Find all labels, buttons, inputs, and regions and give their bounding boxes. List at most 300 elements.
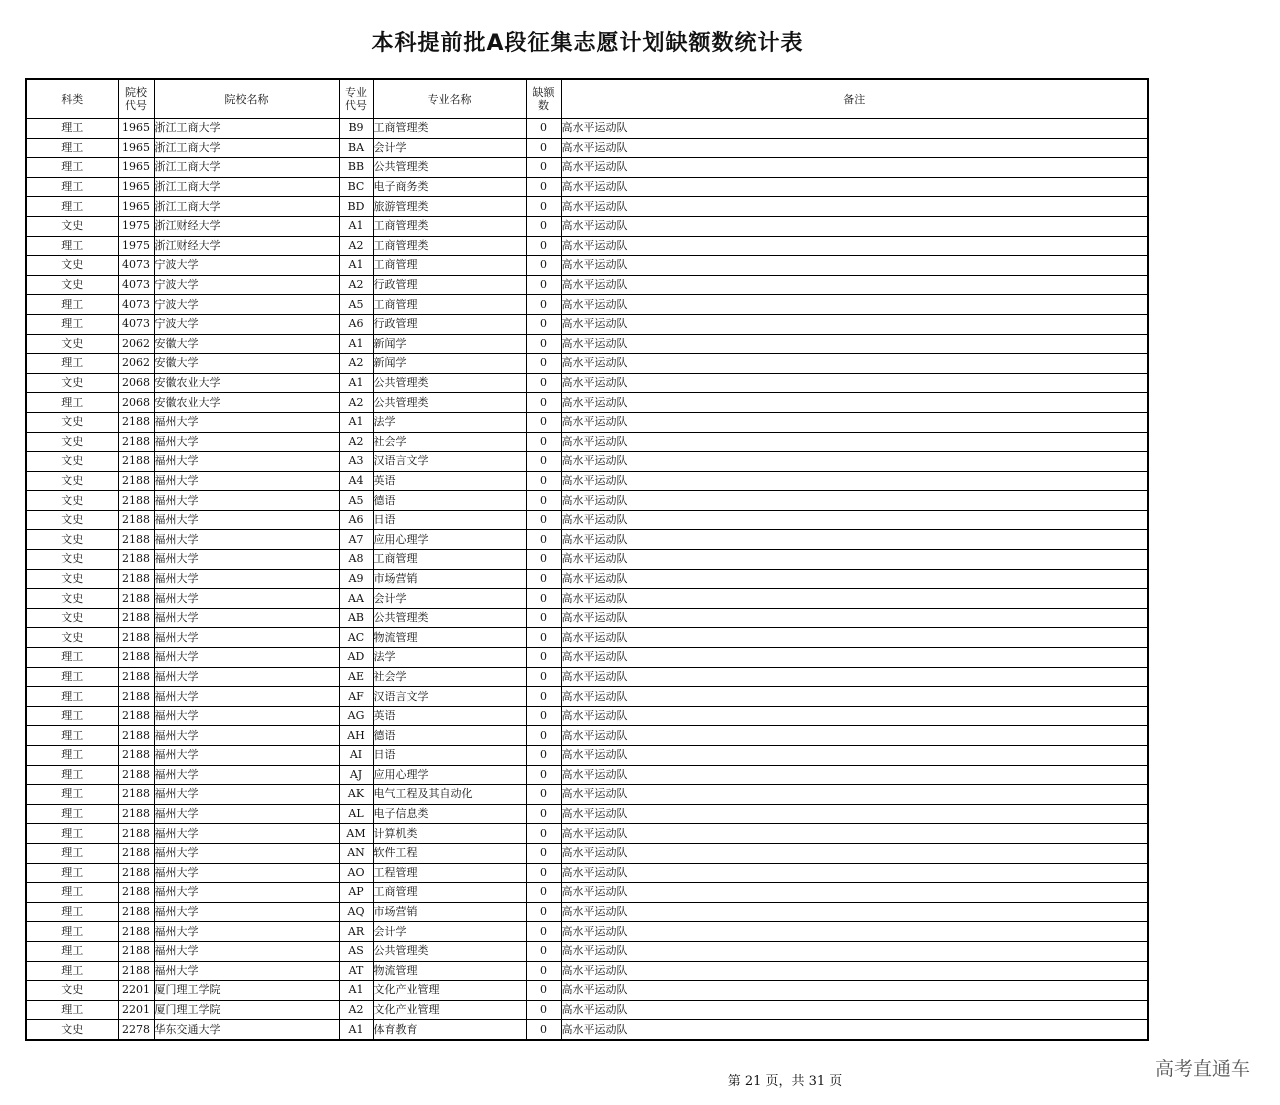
cell-remark: 高水平运动队 [561, 608, 1148, 628]
cell-remark: 高水平运动队 [561, 216, 1148, 236]
cell-major-code: A1 [339, 373, 373, 393]
cell-major-code: A4 [339, 471, 373, 491]
cell-category: 文史 [26, 373, 118, 393]
table-row [26, 119, 1148, 139]
shortage-table [25, 78, 1149, 1041]
cell-remark: 高水平运动队 [561, 471, 1148, 491]
table-row [26, 452, 1148, 472]
cell-school-code: 2062 [118, 334, 154, 354]
cell-major-name: 工商管理类 [373, 236, 526, 256]
cell-category: 理工 [26, 883, 118, 903]
cell-remark: 高水平运动队 [561, 197, 1148, 217]
cell-school-code: 2188 [118, 804, 154, 824]
cell-major-name: 应用心理学 [373, 530, 526, 550]
cell-remark: 高水平运动队 [561, 765, 1148, 785]
cell-school-code: 2188 [118, 706, 154, 726]
cell-major-code: AG [339, 706, 373, 726]
cell-shortage: 0 [526, 883, 561, 903]
cell-remark: 高水平运动队 [561, 902, 1148, 922]
cell-major-code: AM [339, 824, 373, 844]
cell-remark: 高水平运动队 [561, 981, 1148, 1001]
cell-school-name: 宁波大学 [154, 295, 339, 315]
cell-major-code: AD [339, 648, 373, 668]
cell-remark: 高水平运动队 [561, 746, 1148, 766]
table-row [26, 941, 1148, 961]
cell-category: 文史 [26, 412, 118, 432]
cell-major-code: AL [339, 804, 373, 824]
cell-category: 理工 [26, 158, 118, 178]
cell-major-name: 工程管理 [373, 863, 526, 883]
cell-shortage: 0 [526, 863, 561, 883]
cell-major-name: 公共管理类 [373, 373, 526, 393]
cell-school-name: 厦门理工学院 [154, 1000, 339, 1020]
cell-shortage: 0 [526, 765, 561, 785]
cell-shortage: 0 [526, 589, 561, 609]
table-row [26, 334, 1148, 354]
cell-school-code: 2188 [118, 746, 154, 766]
cell-major-code: A2 [339, 1000, 373, 1020]
cell-major-name: 汉语言文学 [373, 452, 526, 472]
cell-remark: 高水平运动队 [561, 177, 1148, 197]
cell-category: 理工 [26, 687, 118, 707]
cell-shortage: 0 [526, 334, 561, 354]
cell-major-code: AO [339, 863, 373, 883]
cell-remark: 高水平运动队 [561, 843, 1148, 863]
cell-major-name: 工商管理 [373, 550, 526, 570]
cell-school-name: 福州大学 [154, 765, 339, 785]
cell-remark: 高水平运动队 [561, 510, 1148, 530]
cell-school-code: 4073 [118, 295, 154, 315]
table-row [26, 785, 1148, 805]
table-row [26, 883, 1148, 903]
table-row [26, 746, 1148, 766]
cell-remark: 高水平运动队 [561, 412, 1148, 432]
cell-school-code: 2188 [118, 922, 154, 942]
cell-category: 理工 [26, 393, 118, 413]
table-row [26, 648, 1148, 668]
table-row [26, 432, 1148, 452]
cell-school-name: 宁波大学 [154, 256, 339, 276]
cell-major-code: AB [339, 608, 373, 628]
cell-school-code: 2188 [118, 863, 154, 883]
cell-shortage: 0 [526, 1000, 561, 1020]
cell-remark: 高水平运动队 [561, 569, 1148, 589]
cell-major-code: B9 [339, 119, 373, 139]
cell-major-name: 电气工程及其自动化 [373, 785, 526, 805]
cell-school-name: 浙江工商大学 [154, 119, 339, 139]
cell-shortage: 0 [526, 628, 561, 648]
cell-major-name: 法学 [373, 412, 526, 432]
cell-major-name: 文化产业管理 [373, 1000, 526, 1020]
cell-category: 理工 [26, 295, 118, 315]
cell-school-code: 2188 [118, 491, 154, 511]
table-body [26, 119, 1148, 1040]
table-row [26, 922, 1148, 942]
cell-school-name: 宁波大学 [154, 275, 339, 295]
cell-shortage: 0 [526, 177, 561, 197]
cell-school-name: 安徽农业大学 [154, 393, 339, 413]
cell-category: 文史 [26, 569, 118, 589]
cell-major-name: 文化产业管理 [373, 981, 526, 1001]
cell-category: 文史 [26, 452, 118, 472]
cell-school-name: 福州大学 [154, 941, 339, 961]
cell-school-name: 福州大学 [154, 667, 339, 687]
cell-shortage: 0 [526, 981, 561, 1001]
cell-remark: 高水平运动队 [561, 138, 1148, 158]
table-row [26, 1000, 1148, 1020]
table-row [26, 177, 1148, 197]
cell-shortage: 0 [526, 510, 561, 530]
cell-major-name: 日语 [373, 510, 526, 530]
cell-school-name: 福州大学 [154, 883, 339, 903]
cell-remark: 高水平运动队 [561, 158, 1148, 178]
cell-category: 理工 [26, 236, 118, 256]
cell-shortage: 0 [526, 471, 561, 491]
cell-major-code: A1 [339, 216, 373, 236]
cell-school-name: 福州大学 [154, 922, 339, 942]
cell-major-code: A1 [339, 334, 373, 354]
cell-school-code: 2188 [118, 510, 154, 530]
table-row [26, 589, 1148, 609]
cell-school-code: 2188 [118, 961, 154, 981]
cell-major-name: 社会学 [373, 667, 526, 687]
cell-shortage: 0 [526, 236, 561, 256]
cell-category: 文史 [26, 1020, 118, 1040]
cell-major-code: BB [339, 158, 373, 178]
cell-remark: 高水平运动队 [561, 863, 1148, 883]
cell-school-code: 2188 [118, 883, 154, 903]
cell-category: 文史 [26, 216, 118, 236]
cell-major-code: A2 [339, 275, 373, 295]
table-row [26, 961, 1148, 981]
cell-major-name: 工商管理 [373, 883, 526, 903]
cell-remark: 高水平运动队 [561, 236, 1148, 256]
cell-shortage: 0 [526, 412, 561, 432]
cell-school-name: 浙江工商大学 [154, 158, 339, 178]
cell-category: 文史 [26, 608, 118, 628]
cell-shortage: 0 [526, 726, 561, 746]
page-footer: 第 21 页，共 31 页 [727, 1074, 843, 1089]
cell-category: 理工 [26, 843, 118, 863]
cell-category: 理工 [26, 354, 118, 374]
cell-major-code: AQ [339, 902, 373, 922]
cell-category: 理工 [26, 941, 118, 961]
cell-remark: 高水平运动队 [561, 1000, 1148, 1020]
cell-category: 理工 [26, 706, 118, 726]
cell-major-code: AA [339, 589, 373, 609]
cell-shortage: 0 [526, 785, 561, 805]
cell-major-name: 汉语言文学 [373, 687, 526, 707]
cell-category: 文史 [26, 550, 118, 570]
table-row [26, 158, 1148, 178]
table-row [26, 765, 1148, 785]
header-school-code: 院校 代号 [118, 79, 154, 119]
cell-major-name: 应用心理学 [373, 765, 526, 785]
cell-school-code: 2278 [118, 1020, 154, 1040]
table-row [26, 687, 1148, 707]
header-category: 科类 [26, 79, 118, 119]
cell-category: 文史 [26, 432, 118, 452]
cell-remark: 高水平运动队 [561, 667, 1148, 687]
cell-school-name: 厦门理工学院 [154, 981, 339, 1001]
cell-major-name: 英语 [373, 706, 526, 726]
cell-remark: 高水平运动队 [561, 824, 1148, 844]
cell-school-code: 2201 [118, 1000, 154, 1020]
cell-category: 理工 [26, 197, 118, 217]
cell-school-code: 2188 [118, 608, 154, 628]
table-row [26, 471, 1148, 491]
table-row [26, 373, 1148, 393]
cell-school-name: 福州大学 [154, 824, 339, 844]
table-row [26, 569, 1148, 589]
cell-major-code: A7 [339, 530, 373, 550]
cell-school-name: 福州大学 [154, 569, 339, 589]
cell-shortage: 0 [526, 216, 561, 236]
cell-major-name: 旅游管理类 [373, 197, 526, 217]
cell-school-name: 安徽大学 [154, 334, 339, 354]
cell-category: 理工 [26, 961, 118, 981]
cell-shortage: 0 [526, 275, 561, 295]
cell-school-name: 浙江工商大学 [154, 177, 339, 197]
cell-category: 文史 [26, 491, 118, 511]
cell-shortage: 0 [526, 667, 561, 687]
cell-major-name: 新闻学 [373, 354, 526, 374]
cell-school-name: 安徽大学 [154, 354, 339, 374]
cell-school-code: 2188 [118, 687, 154, 707]
table-row [26, 197, 1148, 217]
cell-school-code: 2188 [118, 941, 154, 961]
cell-remark: 高水平运动队 [561, 393, 1148, 413]
cell-school-name: 浙江工商大学 [154, 197, 339, 217]
cell-category: 理工 [26, 804, 118, 824]
cell-school-code: 2188 [118, 550, 154, 570]
cell-remark: 高水平运动队 [561, 941, 1148, 961]
cell-school-code: 1975 [118, 216, 154, 236]
cell-shortage: 0 [526, 961, 561, 981]
cell-category: 文史 [26, 530, 118, 550]
cell-school-name: 福州大学 [154, 530, 339, 550]
cell-major-name: 电子商务类 [373, 177, 526, 197]
header-remark: 备注 [561, 79, 1148, 119]
cell-major-name: 日语 [373, 746, 526, 766]
table-row [26, 138, 1148, 158]
cell-category: 文史 [26, 589, 118, 609]
cell-school-code: 2188 [118, 432, 154, 452]
cell-category: 理工 [26, 314, 118, 334]
cell-shortage: 0 [526, 530, 561, 550]
cell-major-name: 公共管理类 [373, 941, 526, 961]
cell-school-code: 2062 [118, 354, 154, 374]
cell-remark: 高水平运动队 [561, 314, 1148, 334]
cell-school-name: 福州大学 [154, 510, 339, 530]
cell-shortage: 0 [526, 569, 561, 589]
cell-school-code: 1975 [118, 236, 154, 256]
cell-remark: 高水平运动队 [561, 804, 1148, 824]
cell-shortage: 0 [526, 746, 561, 766]
cell-school-name: 福州大学 [154, 550, 339, 570]
cell-school-code: 1965 [118, 197, 154, 217]
cell-school-name: 福州大学 [154, 863, 339, 883]
cell-shortage: 0 [526, 941, 561, 961]
table-row [26, 863, 1148, 883]
cell-shortage: 0 [526, 843, 561, 863]
watermark: 高考直通车 [1154, 1058, 1250, 1080]
cell-school-name: 福州大学 [154, 608, 339, 628]
cell-shortage: 0 [526, 804, 561, 824]
cell-remark: 高水平运动队 [561, 687, 1148, 707]
table-row [26, 726, 1148, 746]
header-school-name: 院校名称 [154, 79, 339, 119]
table-row [26, 275, 1148, 295]
cell-school-code: 2068 [118, 373, 154, 393]
cell-major-name: 德语 [373, 491, 526, 511]
cell-school-name: 浙江财经大学 [154, 216, 339, 236]
cell-major-name: 新闻学 [373, 334, 526, 354]
cell-remark: 高水平运动队 [561, 550, 1148, 570]
cell-major-code: A2 [339, 393, 373, 413]
table-row [26, 1020, 1148, 1040]
cell-major-code: A2 [339, 432, 373, 452]
cell-shortage: 0 [526, 158, 561, 178]
cell-shortage: 0 [526, 550, 561, 570]
table-row [26, 550, 1148, 570]
cell-major-code: A9 [339, 569, 373, 589]
cell-remark: 高水平运动队 [561, 726, 1148, 746]
cell-school-code: 2188 [118, 530, 154, 550]
table-row [26, 843, 1148, 863]
cell-major-code: A5 [339, 491, 373, 511]
cell-remark: 高水平运动队 [561, 334, 1148, 354]
cell-major-code: AN [339, 843, 373, 863]
cell-school-code: 1965 [118, 158, 154, 178]
cell-remark: 高水平运动队 [561, 432, 1148, 452]
cell-major-name: 行政管理 [373, 275, 526, 295]
cell-category: 理工 [26, 902, 118, 922]
cell-major-name: 工商管理类 [373, 216, 526, 236]
cell-remark: 高水平运动队 [561, 452, 1148, 472]
cell-shortage: 0 [526, 902, 561, 922]
cell-category: 文史 [26, 510, 118, 530]
cell-remark: 高水平运动队 [561, 648, 1148, 668]
cell-shortage: 0 [526, 706, 561, 726]
cell-school-name: 福州大学 [154, 491, 339, 511]
cell-major-code: A1 [339, 256, 373, 276]
cell-school-code: 1965 [118, 119, 154, 139]
cell-school-code: 2188 [118, 902, 154, 922]
table-row [26, 236, 1148, 256]
cell-major-name: 会计学 [373, 138, 526, 158]
cell-school-name: 福州大学 [154, 432, 339, 452]
cell-school-code: 1965 [118, 177, 154, 197]
cell-remark: 高水平运动队 [561, 275, 1148, 295]
cell-major-name: 软件工程 [373, 843, 526, 863]
cell-category: 文史 [26, 275, 118, 295]
table-row [26, 902, 1148, 922]
table-row [26, 608, 1148, 628]
cell-remark: 高水平运动队 [561, 295, 1148, 315]
cell-remark: 高水平运动队 [561, 785, 1148, 805]
table-row [26, 824, 1148, 844]
cell-major-code: A1 [339, 1020, 373, 1040]
cell-remark: 高水平运动队 [561, 706, 1148, 726]
cell-major-code: A1 [339, 981, 373, 1001]
cell-school-name: 福州大学 [154, 412, 339, 432]
cell-major-code: AC [339, 628, 373, 648]
cell-remark: 高水平运动队 [561, 256, 1148, 276]
cell-shortage: 0 [526, 373, 561, 393]
cell-school-name: 福州大学 [154, 706, 339, 726]
cell-remark: 高水平运动队 [561, 354, 1148, 374]
cell-school-code: 2188 [118, 589, 154, 609]
cell-major-code: AE [339, 667, 373, 687]
table-header-row [26, 79, 1148, 119]
cell-school-code: 2188 [118, 765, 154, 785]
table-row [26, 530, 1148, 550]
cell-major-name: 行政管理 [373, 314, 526, 334]
cell-shortage: 0 [526, 119, 561, 139]
cell-major-code: AI [339, 746, 373, 766]
cell-major-code: BC [339, 177, 373, 197]
cell-school-name: 福州大学 [154, 687, 339, 707]
table-row [26, 804, 1148, 824]
cell-major-name: 工商管理类 [373, 119, 526, 139]
cell-school-name: 福州大学 [154, 902, 339, 922]
cell-major-code: A2 [339, 236, 373, 256]
table-row [26, 314, 1148, 334]
cell-shortage: 0 [526, 393, 561, 413]
cell-category: 文史 [26, 256, 118, 276]
cell-category: 理工 [26, 824, 118, 844]
cell-major-name: 英语 [373, 471, 526, 491]
cell-major-name: 公共管理类 [373, 158, 526, 178]
cell-school-code: 2188 [118, 667, 154, 687]
cell-category: 理工 [26, 863, 118, 883]
cell-major-name: 物流管理 [373, 961, 526, 981]
cell-shortage: 0 [526, 295, 561, 315]
table-row [26, 354, 1148, 374]
cell-major-code: AT [339, 961, 373, 981]
cell-category: 文史 [26, 981, 118, 1001]
cell-remark: 高水平运动队 [561, 883, 1148, 903]
cell-major-name: 市场营销 [373, 902, 526, 922]
table-row [26, 706, 1148, 726]
cell-major-code: A1 [339, 412, 373, 432]
cell-major-name: 德语 [373, 726, 526, 746]
cell-school-code: 4073 [118, 275, 154, 295]
cell-shortage: 0 [526, 608, 561, 628]
cell-shortage: 0 [526, 922, 561, 942]
table-row [26, 981, 1148, 1001]
cell-remark: 高水平运动队 [561, 1020, 1148, 1040]
cell-school-code: 2188 [118, 726, 154, 746]
cell-category: 理工 [26, 119, 118, 139]
cell-school-name: 华东交通大学 [154, 1020, 339, 1040]
table-row [26, 491, 1148, 511]
cell-category: 理工 [26, 922, 118, 942]
cell-school-name: 福州大学 [154, 746, 339, 766]
cell-school-name: 福州大学 [154, 589, 339, 609]
cell-major-code: A2 [339, 354, 373, 374]
cell-major-name: 法学 [373, 648, 526, 668]
cell-major-name: 工商管理 [373, 256, 526, 276]
cell-school-code: 1965 [118, 138, 154, 158]
cell-school-name: 福州大学 [154, 628, 339, 648]
cell-shortage: 0 [526, 491, 561, 511]
cell-school-name: 宁波大学 [154, 314, 339, 334]
cell-shortage: 0 [526, 138, 561, 158]
table-row [26, 256, 1148, 276]
cell-major-code: A6 [339, 314, 373, 334]
